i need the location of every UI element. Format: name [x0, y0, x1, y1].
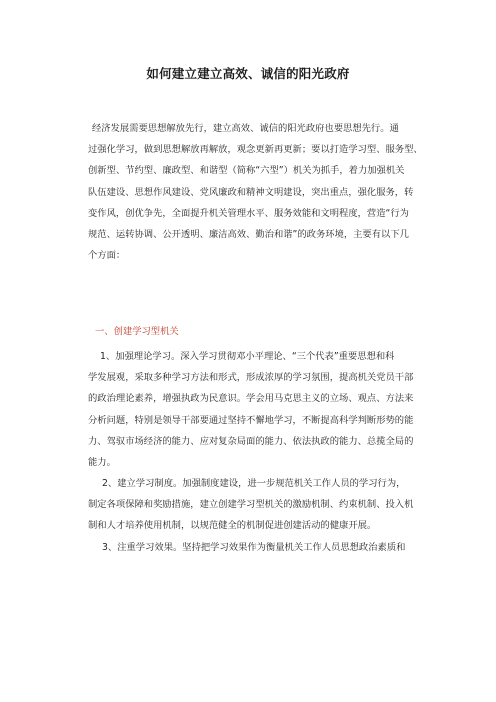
item3-line: 3、注重学习效果。坚持把学习效果作为衡量机关工作人员思想政治素质和: [102, 542, 406, 553]
item1-line: 力、驾驭市场经济的能力、应对复杂局面的能力、依法执政的能力、总揽全局的: [88, 435, 414, 447]
intro-line: 个方面：: [88, 250, 126, 262]
item1-line: 分析问题，特别是领导干部要通过坚持不懈地学习，不断提高科学判断形势的能: [88, 414, 414, 426]
item3-paragraph: [88, 537, 426, 558]
item1-line: 学发展观，采取多种学习方法和形式，形成浓厚的学习氛围，提高机关党员干部: [88, 372, 414, 384]
item2-paragraph: [88, 473, 426, 537]
intro-line: 经济发展需要思想解放先行，建立高效、诚信的阳光政府也要思想先行。通: [92, 123, 399, 134]
intro-line: 过强化学习，做到思想解放再解放，观念更新再更新；要以打造学习型、服务型、: [88, 144, 423, 156]
item1-line: 的政治理论素养，增强执政为民意识。学会用马克思主义的立场、观点、方法来: [88, 393, 414, 405]
section-heading-learning: 一、创建学习型机关: [95, 326, 179, 337]
item2-line: 制和人才培养使用机制，以规范健全的机制促进创建活动的健康开展。: [88, 520, 377, 532]
item1-paragraph: [88, 346, 426, 473]
intro-line: 规范、运转协调、公开透明、廉洁高效、勤治和谐”的政务环境，主要有以下几: [88, 228, 409, 240]
item2-line: 制定各项保障和奖励措施，建立创建学习型机关的激励机制、约束机制、投入机: [88, 499, 414, 511]
document-title: 如何建立建立高效、诚信的阳光政府: [146, 66, 350, 81]
intro-line: 队伍建设、思想作风建设、党风廉政和精神文明建设，突出重点，强化服务，转: [88, 186, 414, 198]
intro-paragraph: [88, 118, 426, 266]
intro-line: 变作风，创优争先，全面提升机关管理水平、服务效能和文明程度，营造“行为: [88, 207, 409, 219]
item1-line: 1、加强理论学习。深入学习贯彻邓小平理论、“三个代表”重要思想和科: [100, 351, 395, 362]
item1-line: 能力。: [88, 456, 116, 468]
intro-line: 创新型、节约型、廉政型、和谐型（简称“六型”）机关为抓手，着力加强机关: [88, 165, 405, 177]
item2-line: 2、建立学习制度。加强制度建设，进一步规范机关工作人员的学习行为，: [102, 478, 406, 489]
